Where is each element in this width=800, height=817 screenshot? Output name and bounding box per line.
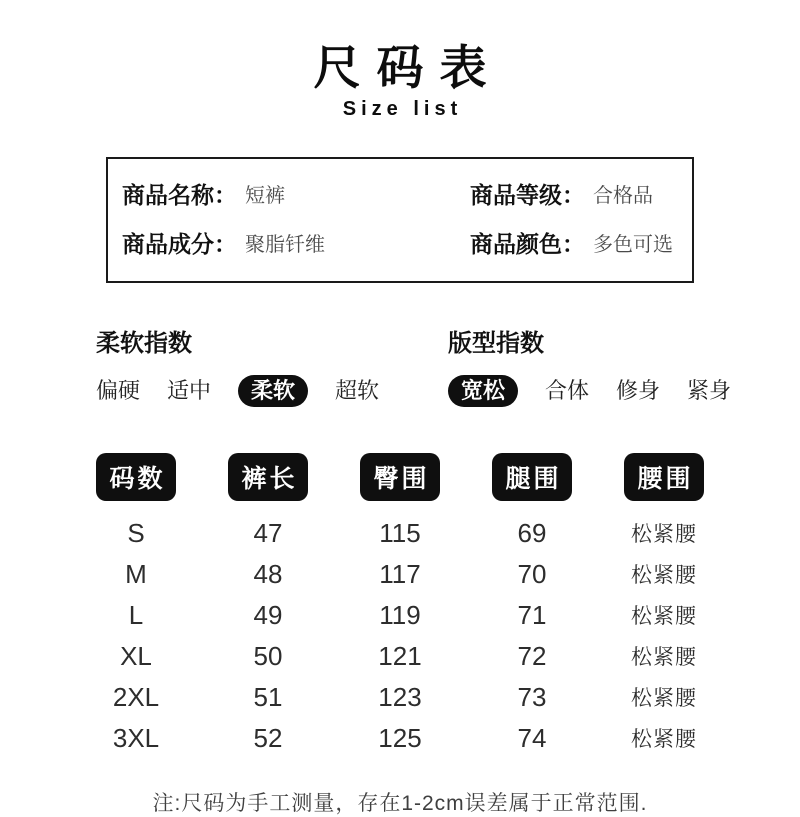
product-grade-value: 合格品: [593, 184, 653, 207]
softness-index-group: [96, 323, 448, 407]
product-name-value: 短裤: [245, 184, 285, 207]
table-cell: 123: [378, 681, 422, 712]
table-cell: 70: [517, 558, 547, 589]
header-size: 码数: [96, 453, 175, 501]
fit-index-options: [448, 375, 731, 407]
fit-option-loose-selected: 宽松: [448, 375, 518, 407]
table-cell: XL: [120, 640, 152, 671]
index-section: [96, 323, 800, 407]
table-cell: 74: [517, 722, 547, 753]
table-cell: 72: [517, 640, 547, 671]
softness-option-hard: 偏硬: [96, 377, 141, 403]
fit-index-title: 版型指数: [448, 329, 544, 357]
table-cell: 松紧腰: [631, 605, 697, 629]
fit-option-regular: 合体: [545, 377, 590, 403]
table-cell: 48: [253, 558, 283, 589]
softness-option-soft-selected: 柔软: [238, 375, 308, 407]
table-cell: 松紧腰: [631, 564, 697, 588]
table-cell: 51: [253, 681, 283, 712]
softness-option-medium: 适中: [167, 377, 212, 403]
table-cell: 2XL: [112, 681, 160, 712]
page-subtitle: Size list: [342, 97, 463, 120]
product-info-box: [106, 157, 694, 283]
header-hip: 臀围: [360, 453, 439, 501]
product-grade-label: 商品等级：: [470, 181, 585, 208]
header-pants-length: 裤长: [228, 453, 307, 501]
title-block: [0, 0, 800, 121]
table-cell: 49: [253, 599, 283, 630]
table-cell: 3XL: [112, 722, 160, 753]
table-cell: S: [127, 517, 145, 548]
size-table-header: [334, 453, 466, 501]
size-table-header: [70, 453, 202, 501]
product-composition-label: 商品成分：: [122, 230, 237, 257]
table-cell: 松紧腰: [631, 728, 697, 752]
table-cell: 73: [517, 681, 547, 712]
product-name-label: 商品名称：: [122, 181, 237, 208]
softness-index-options: [96, 375, 448, 407]
table-cell: 121: [378, 640, 422, 671]
table-cell: 125: [378, 722, 422, 753]
product-composition-cell: [108, 218, 456, 267]
softness-option-supersoft: 超软: [335, 377, 380, 403]
fit-index-group: [448, 323, 731, 407]
table-cell: 117: [379, 558, 421, 589]
product-grade-cell: [456, 169, 692, 218]
product-name-cell: [108, 169, 456, 218]
table-cell: 119: [379, 599, 421, 630]
size-table-header: [466, 453, 598, 501]
product-color-cell: [456, 218, 692, 267]
size-table-header: [202, 453, 334, 501]
product-color-label: 商品颜色：: [470, 230, 585, 257]
measurement-note: 注:尺码为手工测量，存在1-2cm误差属于正常范围.: [152, 791, 648, 815]
table-cell: L: [128, 599, 144, 630]
table-cell: 松紧腰: [631, 687, 697, 711]
fit-option-slim: 修身: [616, 377, 661, 403]
header-waist: 腰围: [624, 453, 703, 501]
table-cell: 69: [517, 517, 547, 548]
table-cell: 115: [379, 517, 421, 548]
header-leg: 腿围: [492, 453, 571, 501]
size-table-header: [598, 453, 730, 501]
table-cell: 50: [253, 640, 283, 671]
table-cell: 松紧腰: [631, 646, 697, 670]
table-cell: 71: [517, 599, 547, 630]
page-title: 尺码表: [313, 41, 503, 94]
fit-option-tight: 紧身: [687, 377, 732, 403]
table-cell: 松紧腰: [631, 523, 697, 547]
product-composition-value: 聚脂钎维: [245, 233, 325, 256]
table-cell: 47: [253, 517, 283, 548]
table-cell: M: [125, 558, 147, 589]
size-table: [70, 453, 730, 759]
table-cell: 52: [253, 722, 283, 753]
product-color-value: 多色可选: [593, 233, 673, 256]
softness-index-title: 柔软指数: [96, 329, 192, 357]
